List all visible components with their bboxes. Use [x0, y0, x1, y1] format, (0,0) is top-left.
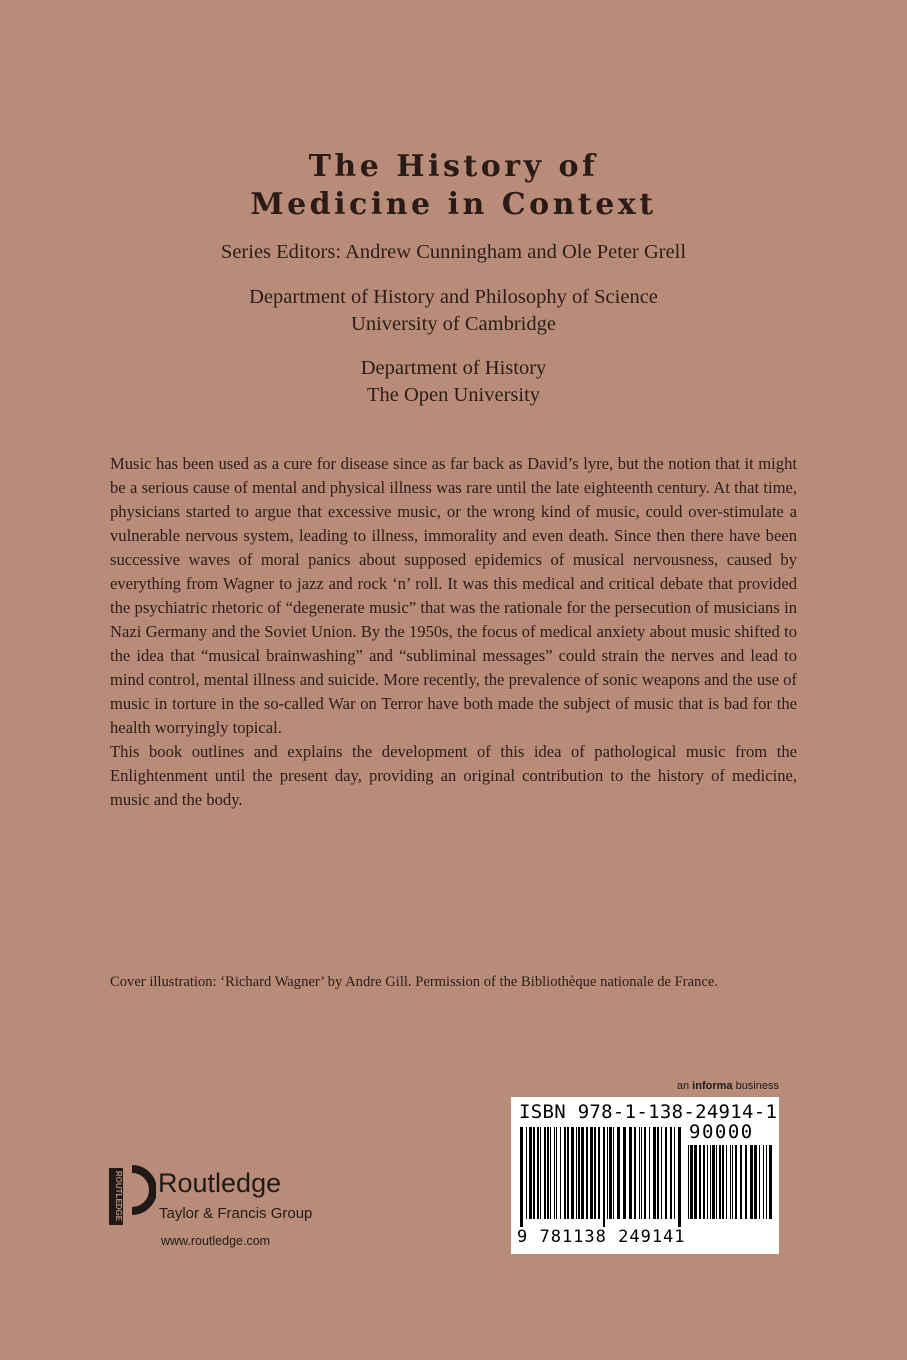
barcode-bar	[554, 1127, 555, 1219]
barcode-bar	[617, 1127, 620, 1219]
barcode-bar	[560, 1127, 561, 1219]
barcode-bar	[649, 1127, 650, 1219]
barcode-bar	[639, 1127, 640, 1219]
barcode-bar	[603, 1127, 605, 1227]
cover-illustration-credit: Cover illustration: ‘Richard Wagner’ by Andre Gill. Permission of the Bibliothèque nationale de France.	[110, 974, 718, 990]
barcode-bar	[732, 1145, 733, 1219]
price-code: 90000	[689, 1121, 754, 1143]
barcode-bar	[653, 1127, 656, 1219]
publisher-url[interactable]: www.routledge.com	[161, 1234, 271, 1248]
barcode-bar	[609, 1127, 612, 1219]
barcode-bar	[759, 1145, 760, 1219]
barcode-bar	[544, 1127, 546, 1219]
barcode-bar	[540, 1127, 541, 1219]
series-editors: Series Editors: Andrew Cunningham and Ole Peter Grell	[220, 241, 687, 263]
series-title-line1: The History of	[308, 149, 599, 184]
blurb-paragraph-1: Music has been used as a cure for disease since as far back as David’s lyre, but the notion that it might be a serious cause of mental and physical illness was rare until the late eighteenth century. At that time, physicians started to argue that excessive music, or the wrong kind of music, could over-stimulate a vulnerable nervous system, leading to illness, immorality and even death. Since then there have been successive waves of moral panics about supposed epidemics of musical nervousness, caused by everything from Wagner to jazz and rock ‘n’ roll. It was this medical and critical debate that provided the psychiatric rhetoric of “degenerate music” that was the rationale for the persecution of musicians in Nazi Germany and the Soviet Union. By the 1950s, the focus of medical anxiety about music shifted to the idea that “musical brainwashing” and “subliminal messages” could strain the nerves and lead to mind control, mental illness and suicide. More recently, the prevalence of sonic weapons and the use of music in torture in the so-called War on Terror have both made the subject of music that is bad for the health worryingly topical.	[110, 454, 797, 737]
barcode-bar	[607, 1127, 608, 1219]
barcode-bar	[586, 1127, 588, 1219]
barcode-bar	[571, 1127, 574, 1219]
barcode-bar	[707, 1145, 708, 1219]
barcode-bar	[712, 1145, 715, 1219]
barcode-bar	[694, 1145, 697, 1219]
barcode-bar	[690, 1145, 693, 1219]
series-title-line2: Medicine in Context	[250, 187, 657, 222]
department-open-university	[0, 355, 907, 409]
barcode-bar	[766, 1145, 767, 1219]
barcode-bar	[665, 1127, 667, 1219]
publisher-group: Taylor & Francis Group	[159, 1205, 313, 1222]
barcode-bar	[564, 1127, 566, 1219]
barcode-bar	[576, 1127, 577, 1219]
barcode-bar	[735, 1145, 737, 1219]
barcode-bar	[567, 1127, 569, 1219]
barcode-bar	[520, 1127, 523, 1227]
barcode-bar	[710, 1145, 711, 1219]
barcode-bar	[763, 1145, 764, 1219]
isbn-barcode	[511, 1097, 779, 1254]
barcode-bar	[703, 1145, 705, 1219]
department-cambridge	[0, 284, 907, 338]
barcode-bar	[716, 1145, 717, 1219]
barcode-bar	[722, 1145, 724, 1219]
barcode-bar	[629, 1127, 632, 1219]
barcode-bar	[754, 1145, 757, 1219]
department-cambridge-line1: Department of History and Philosophy of Science	[249, 286, 658, 308]
barcode-bar	[529, 1127, 532, 1219]
barcode-bar	[726, 1145, 727, 1219]
informa-suffix: business	[732, 1080, 779, 1092]
barcode-bar	[688, 1145, 689, 1219]
blurb-paragraph-2: This book outlines and explains the development of this idea of pathological music from the Enlightenment until the present day, providing an original contribution to the history of medicine, music and the body.	[110, 742, 797, 809]
barcode-bar	[623, 1127, 626, 1219]
barcode-bar	[678, 1127, 681, 1227]
barcode-bar	[634, 1127, 636, 1219]
barcode-bar	[547, 1127, 549, 1219]
barcode-bar	[537, 1127, 539, 1219]
department-cambridge-line2: University of Cambridge	[351, 313, 556, 335]
barcode-bar	[556, 1127, 557, 1219]
barcode-digits: 9 781138 249141	[517, 1227, 686, 1247]
barcode-bar	[670, 1127, 672, 1219]
barcode-bar	[533, 1127, 535, 1219]
barcode-bar	[740, 1145, 742, 1219]
routledge-logo-icon	[106, 1165, 156, 1227]
publisher-name: Routledge	[158, 1168, 282, 1198]
informa-prefix: an	[676, 1080, 693, 1092]
barcode-bar	[598, 1127, 600, 1219]
barcode-bar	[719, 1145, 721, 1219]
barcode-bar	[590, 1127, 593, 1219]
barcode-bar	[578, 1127, 580, 1219]
department-open-university-line1: Department of History	[360, 357, 547, 379]
barcode-bar	[641, 1127, 642, 1219]
barcode-bar	[657, 1127, 659, 1219]
barcode-bar	[730, 1145, 731, 1219]
informa-tagline	[677, 1080, 779, 1092]
barcode-bar	[644, 1127, 646, 1219]
barcode-bar	[594, 1127, 596, 1219]
routledge-logo-text: ROUTLEDGE	[114, 1170, 123, 1222]
barcode-bar	[550, 1127, 551, 1219]
barcode-bar	[526, 1127, 527, 1219]
barcode-bar	[750, 1145, 753, 1219]
barcode-bar	[581, 1127, 584, 1219]
barcode-bar	[674, 1127, 675, 1219]
barcode-bar	[661, 1127, 662, 1219]
series-title	[0, 148, 907, 224]
informa-brand: informa	[692, 1080, 733, 1092]
barcode-bar	[613, 1127, 614, 1219]
department-open-university-line2: The Open University	[366, 384, 541, 406]
barcode-bar	[745, 1145, 747, 1219]
barcode-bar	[769, 1145, 772, 1219]
ean-barcode-bars	[519, 1127, 685, 1227]
barcode-bar	[699, 1145, 701, 1219]
isbn-text: ISBN 978-1-138-24914-1	[519, 1101, 778, 1123]
addon-barcode-bars	[687, 1145, 773, 1227]
